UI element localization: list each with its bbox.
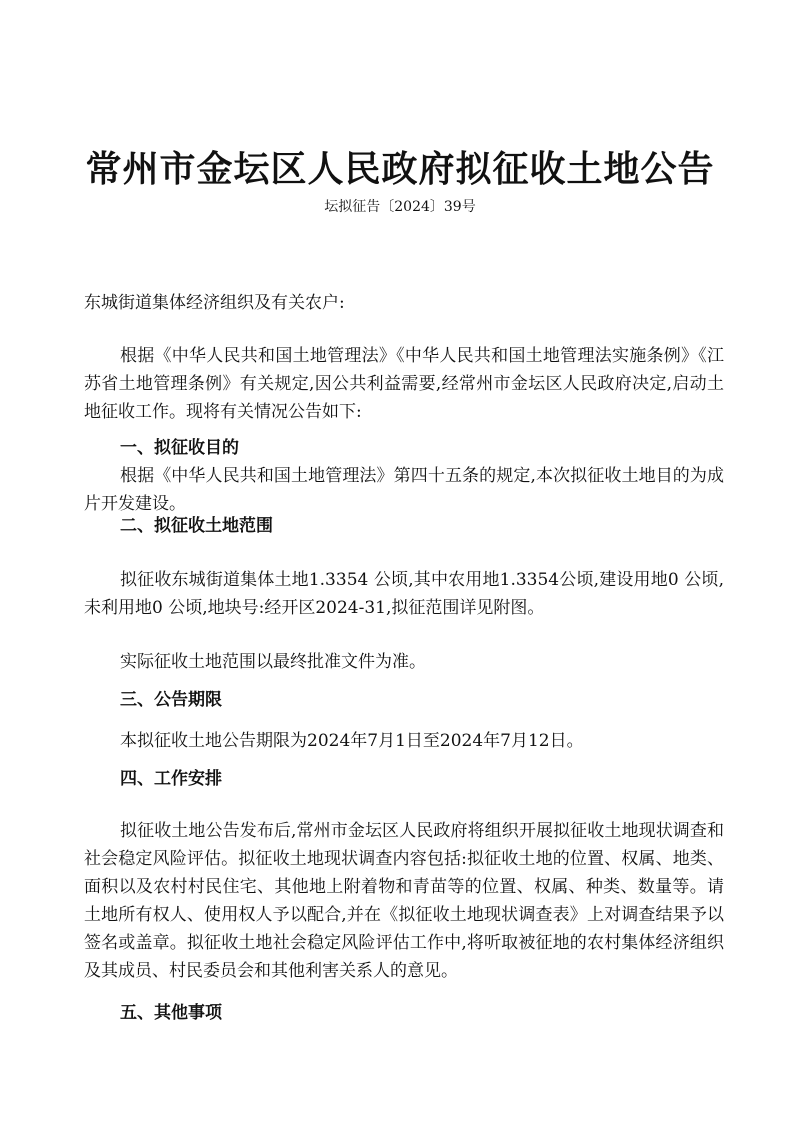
document-title: 常州市金坛区人民政府拟征收土地公告 [85, 149, 715, 190]
section-heading-scope: 二、拟征收土地范围 [120, 516, 273, 536]
section-purpose-paragraph: 根据《中华人民共和国土地管理法》第四十五条的规定,本次拟征收土地目的为成片开发建设。 [84, 466, 724, 514]
section-scope-note: 实际征收土地范围以最终批准文件为准。 [120, 652, 426, 672]
section-heading-other: 五、其他事项 [120, 1003, 222, 1023]
document-number: 坛拟征告〔2024〕39号 [324, 199, 476, 215]
section-heading-purpose: 一、拟征收目的 [120, 438, 239, 458]
section-arrangement-paragraph: 拟征收土地公告发布后,常州市金坛区人民政府将组织开展拟征收土地现状调查和社会稳定风险评估。拟征收土地现状调查内容包括:拟征收土地的位置、权属、地类、面积以及农村村民住宅、其他地上附着物和青苗等的位置、权属、种类、数量等。请土地所有权人、使用权人予以配合,并在《拟征收土地现状调查表》上对调查结果予以签名或盖章。拟征收土地社会稳定风险评估工作中,将听取被征地的农村集体经济组织及其成员、村民委员会和其他利害关系人的意见。 [84, 821, 724, 981]
section-period-paragraph: 本拟征收土地公告期限为2024年7月1日至2024年7月12日。 [120, 731, 584, 751]
section-heading-arrangement: 四、工作安排 [120, 769, 222, 789]
section-scope-paragraph: 拟征收东城街道集体土地1.3354 公顷,其中农用地1.3354公顷,建设用地0 公顷,未利用地0 公顷,地块号:经开区2024-31,拟征范围详见附图。 [84, 570, 724, 618]
section-heading-period: 三、公告期限 [120, 690, 222, 710]
salutation: 东城街道集体经济组织及有关农户: [84, 293, 345, 313]
intro-paragraph: 根据《中华人民共和国土地管理法》《中华人民共和国土地管理法实施条例》《江苏省土地管理条例》有关规定,因公共利益需要,经常州市金坛区人民政府决定,启动土地征收工作。现将有关情况公告如下: [84, 346, 724, 422]
